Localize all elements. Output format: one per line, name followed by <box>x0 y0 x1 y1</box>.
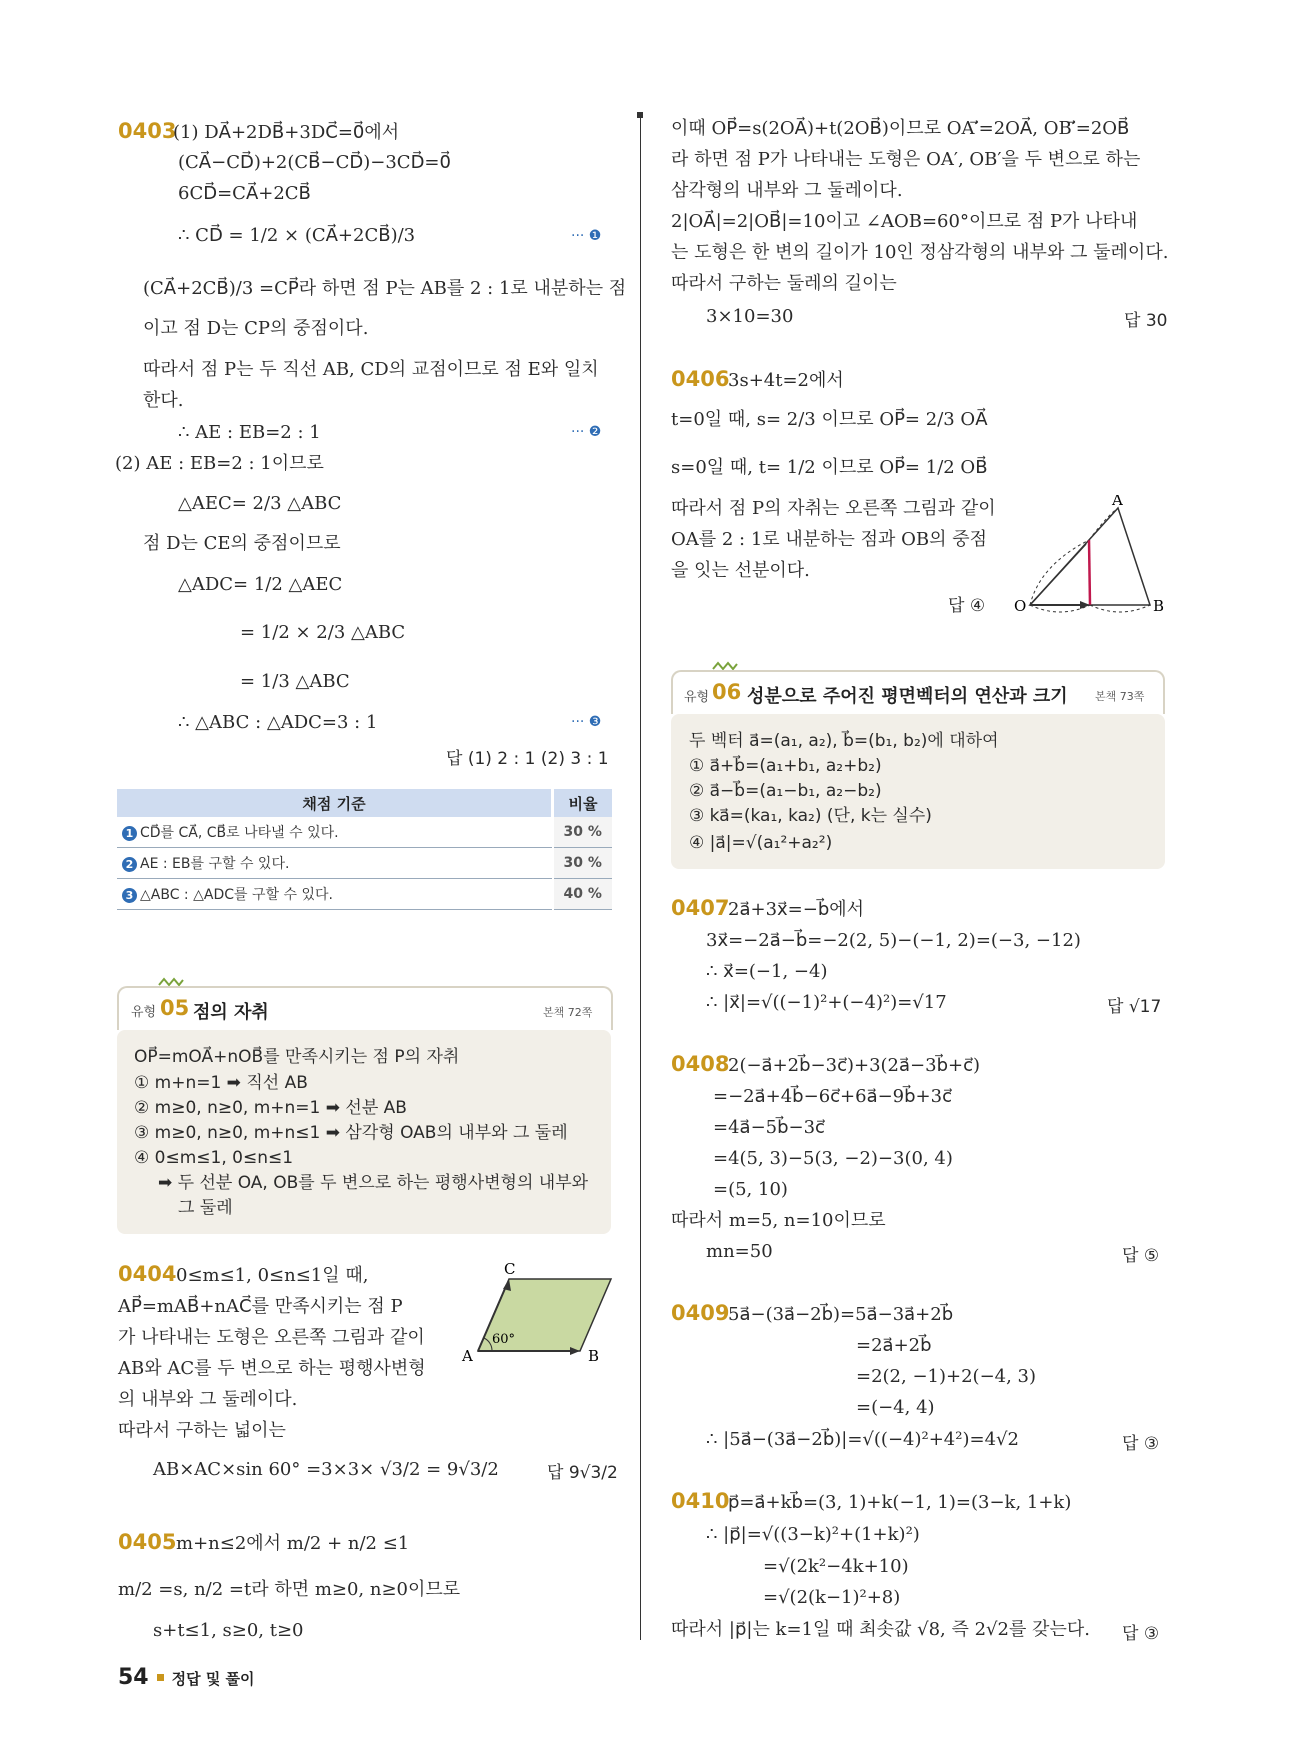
book-reference: 본책 72쪽 <box>543 1006 593 1019</box>
table-header: 비율 <box>553 789 613 817</box>
answer: 답 ⑤ <box>1122 1246 1160 1266</box>
solution-line: 2|OA⃗|=2|OB⃗|=10이고 ∠AOB=60°이므로 점 P가 나타내 <box>671 211 1138 232</box>
solution-line: ∴ AE : EB=2 : 1 <box>178 422 321 443</box>
footer-section: 정답 및 풀이 <box>171 1670 255 1688</box>
type-title: 점의 자취 <box>193 1002 269 1023</box>
type-line: ① m+n=1 ➡ 직선 AB <box>134 1073 308 1093</box>
type-label: 유형 <box>684 690 710 705</box>
type-line: ④ 0≤m≤1, 0≤n≤1 <box>134 1148 294 1168</box>
solution-line: 가 나타내는 도형은 오른쪽 그림과 같이 <box>118 1327 425 1348</box>
type-header <box>117 986 613 1030</box>
type-line: ③ ka⃗=(ka₁, ka₂) (단, k는 실수) <box>689 806 932 826</box>
type-label: 유형 <box>131 1005 157 1020</box>
column-divider <box>640 115 641 1640</box>
criterion-text: CD⃗를 CA⃗, CB⃗로 나타낼 수 있다. <box>140 825 339 841</box>
answer: 답 ③ <box>1122 1624 1160 1644</box>
solution-line: = 1/2 × 2/3 △ABC <box>240 622 406 643</box>
solution-line: 2a⃗+3x⃗=−b⃗에서 <box>728 899 865 920</box>
problem-number: 0409 <box>671 1301 730 1325</box>
solution-line: =(−4, 4) <box>856 1397 935 1418</box>
point-label-b: B <box>588 1347 600 1365</box>
solution-line: 6CD⃗=CA⃗+2CB⃗ <box>178 183 311 204</box>
solution-line: 3×10=30 <box>706 306 794 327</box>
solution-line: 따라서 점 P는 두 직선 AB, CD의 교점이므로 점 E와 일치 <box>143 359 599 380</box>
solution-line: =4(5, 3)−5(3, −2)−3(0, 4) <box>713 1148 953 1169</box>
solution-line: AP⃗=mAB⃗+nAC⃗를 만족시키는 점 P <box>118 1296 403 1317</box>
answer: 답 ④ <box>948 596 986 616</box>
table-header: 채점 기준 <box>117 789 553 817</box>
solution-line: 의 내부와 그 둘레이다. <box>118 1389 298 1410</box>
point-label-c: C <box>504 1262 516 1278</box>
step-badge: 3 <box>122 888 137 903</box>
answer: 답 (1) 2 : 1 (2) 3 : 1 <box>446 749 609 769</box>
table-row <box>117 879 612 910</box>
solution-line: AB×AC×sin 60° =3×3× √3/2 = 9√3/2 <box>153 1459 499 1480</box>
answer: 답 30 <box>1124 311 1168 331</box>
solution-line: ∴ |x⃗|=√((−1)²+(−4)²)=√17 <box>706 992 947 1013</box>
solution-line: ∴ |5a⃗−(3a⃗−2b⃗)|=√((−4)²+4²)=4√2 <box>706 1429 1019 1450</box>
solution-line: =√(2(k−1)²+8) <box>763 1587 901 1608</box>
solution-line: 는 도형은 한 변의 길이가 10인 정삼각형의 내부와 그 둘레이다. <box>671 242 1169 263</box>
problem-number: 0403 <box>118 119 177 143</box>
solution-line: p⃗=a⃗+kb⃗=(3, 1)+k(−1, 1)=(3−k, 1+k) <box>728 1492 1072 1513</box>
type-line: ➡ 두 선분 OA, OB를 두 변으로 하는 평행사변형의 내부와 <box>158 1173 589 1193</box>
solution-line: 따라서 m=5, n=10이므로 <box>671 1210 886 1231</box>
solution-line: =√(2k²−4k+10) <box>763 1556 909 1577</box>
solution-line: s+t≤1, s≥0, t≥0 <box>153 1620 304 1641</box>
solution-line: =−2a⃗+4b⃗−6c⃗+6a⃗−9b⃗+3c⃗ <box>713 1086 952 1107</box>
solution-line: =4a⃗−5b⃗−3c⃗ <box>713 1117 825 1138</box>
solution-line: AB와 AC를 두 변으로 하는 평행사변형 <box>118 1358 426 1379</box>
point-label-b: B <box>1153 597 1165 615</box>
solution-line: = 1/3 △ABC <box>240 671 350 692</box>
triangle-figure <box>1010 495 1170 615</box>
criterion-text: △ABC : △ADC를 구할 수 있다. <box>140 887 333 903</box>
point-label-a: A <box>462 1347 473 1365</box>
problem-number: 0404 <box>118 1262 177 1286</box>
criterion-ratio: 30 % <box>553 817 613 848</box>
solution-line: 한다. <box>143 390 184 411</box>
problem-number: 0405 <box>118 1530 177 1554</box>
solution-line: △AEC= 2/3 △ABC <box>178 493 342 514</box>
solution-line: 3x⃗=−2a⃗−b⃗=−2(2, 5)−(−1, 2)=(−3, −12) <box>706 930 1081 951</box>
criterion-ratio: 30 % <box>553 848 613 879</box>
solution-line: 을 잇는 선분이다. <box>671 560 810 581</box>
type-line: ③ m≥0, n≥0, m+n≤1 ➡ 삼각형 OAB의 내부와 그 둘레 <box>134 1123 568 1143</box>
solution-line: (2) AE : EB=2 : 1이므로 <box>115 453 324 474</box>
solution-line: 5a⃗−(3a⃗−2b⃗)=5a⃗−3a⃗+2b⃗ <box>728 1304 954 1325</box>
angle-label: 60° <box>492 1332 516 1347</box>
solution-line: 0≤m≤1, 0≤n≤1일 때, <box>176 1265 369 1286</box>
solution-line: (CA⃗−CD⃗)+2(CB⃗−CD⃗)−3CD⃗=0⃗ <box>178 152 451 173</box>
solution-line: =2a⃗+2b⃗ <box>856 1335 932 1356</box>
solution-line: m+n≤2에서 m/2 + n/2 ≤1 <box>176 1533 410 1554</box>
solution-line: mn=50 <box>706 1241 773 1262</box>
type-number: 06 <box>712 680 742 704</box>
type-line: 두 벡터 a⃗=(a₁, a₂), b⃗=(b₁, b₂)에 대하여 <box>689 731 999 751</box>
type-line: ② m≥0, n≥0, m+n=1 ➡ 선분 AB <box>134 1098 407 1118</box>
scoring-table <box>117 789 612 910</box>
point-label-o: O <box>1014 597 1027 615</box>
solution-line: ∴ x⃗=(−1, −4) <box>706 961 828 982</box>
solution-line: ∴ CD⃗ = 1/2 × (CA⃗+2CB⃗)/3 <box>178 225 416 246</box>
solution-line: 따라서 구하는 둘레의 길이는 <box>671 273 897 294</box>
solution-line: 따라서 |p⃗|는 k=1일 때 최솟값 √8, 즉 2√2를 갖는다. <box>671 1619 1090 1640</box>
solution-line: =(5, 10) <box>713 1179 788 1200</box>
parallelogram-figure <box>458 1262 618 1372</box>
type-line: ② a⃗−b⃗=(a₁−b₁, a₂−b₂) <box>689 781 882 801</box>
solution-line: (CA⃗+2CB⃗)/3 =CP⃗라 하면 점 P는 AB를 2 : 1로 내분하는 점 <box>143 278 627 299</box>
step-mark: ··· ❶ <box>571 228 602 244</box>
footer-square-icon <box>157 1674 164 1681</box>
problem-number: 0407 <box>671 896 730 920</box>
solution-line: ∴ △ABC : △ADC=3 : 1 <box>178 712 378 733</box>
criterion-ratio: 40 % <box>553 879 613 910</box>
type-title: 성분으로 주어진 평면벡터의 연산과 크기 <box>747 686 1068 707</box>
page-footer <box>118 1665 255 1690</box>
type-line: OP⃗=mOA⃗+nOB⃗를 만족시키는 점 P의 자취 <box>134 1047 460 1067</box>
type-line: ④ |a⃗|=√(a₁²+a₂²) <box>689 833 833 853</box>
step-mark: ··· ❸ <box>571 714 602 730</box>
answer: 답 √17 <box>1107 997 1162 1017</box>
problem-number: 0410 <box>671 1489 730 1513</box>
solution-line: (1) DA⃗+2DB⃗+3DC⃗=0⃗에서 <box>173 122 400 143</box>
book-reference: 본책 73쪽 <box>1095 690 1145 703</box>
step-badge: 2 <box>122 857 137 872</box>
solution-line: △ADC= 1/2 △AEC <box>178 574 343 595</box>
solution-line: 점 D는 CE의 중점이므로 <box>143 533 341 554</box>
table-row <box>117 848 612 879</box>
solution-line: 이고 점 D는 CP의 중점이다. <box>143 318 369 339</box>
solution-line: 따라서 점 P의 자취는 오른쪽 그림과 같이 <box>671 498 996 519</box>
solution-line: 이때 OP⃗=s(2OA⃗)+t(2OB⃗)이므로 OA′⃗=2OA⃗, OB′⃗=2OB⃗ <box>671 118 1130 139</box>
solution-line: m/2 =s, n/2 =t라 하면 m≥0, n≥0이므로 <box>118 1579 461 1600</box>
solution-line: 3s+4t=2에서 <box>728 370 844 391</box>
table-row <box>117 817 612 848</box>
solution-line: =2(2, −1)+2(−4, 3) <box>856 1366 1037 1387</box>
solution-line: 삼각형의 내부와 그 둘레이다. <box>671 180 903 201</box>
point-label-a: A <box>1112 495 1123 509</box>
solution-line: 따라서 구하는 넓이는 <box>118 1420 286 1441</box>
solution-line: s=0일 때, t= 1/2 이므로 OP⃗= 1/2 OB⃗ <box>671 457 988 478</box>
page-number: 54 <box>118 1665 149 1690</box>
type-number: 05 <box>160 996 190 1020</box>
solution-line: t=0일 때, s= 2/3 이므로 OP⃗= 2/3 OA⃗ <box>671 409 988 430</box>
type-line: ① a⃗+b⃗=(a₁+b₁, a₂+b₂) <box>689 756 882 776</box>
problem-number: 0408 <box>671 1052 730 1076</box>
solution-line: ∴ |p⃗|=√((3−k)²+(1+k)²) <box>706 1524 920 1545</box>
solution-line: OA를 2 : 1로 내분하는 점과 OB의 중점 <box>671 529 988 550</box>
problem-number: 0406 <box>671 367 730 391</box>
solution-line: 2(−a⃗+2b⃗−3c⃗)+3(2a⃗−3b⃗+c⃗) <box>728 1055 980 1076</box>
answer: 답 9√3/2 <box>547 1463 618 1483</box>
step-badge: 1 <box>122 826 137 841</box>
solution-line: 라 하면 점 P가 나타내는 도형은 OA′, OB′을 두 변으로 하는 <box>671 149 1141 170</box>
criterion-text: AE : EB를 구할 수 있다. <box>140 856 290 872</box>
type-line: 그 둘레 <box>178 1198 233 1218</box>
answer: 답 ③ <box>1122 1434 1160 1454</box>
step-mark: ··· ❷ <box>571 424 602 440</box>
